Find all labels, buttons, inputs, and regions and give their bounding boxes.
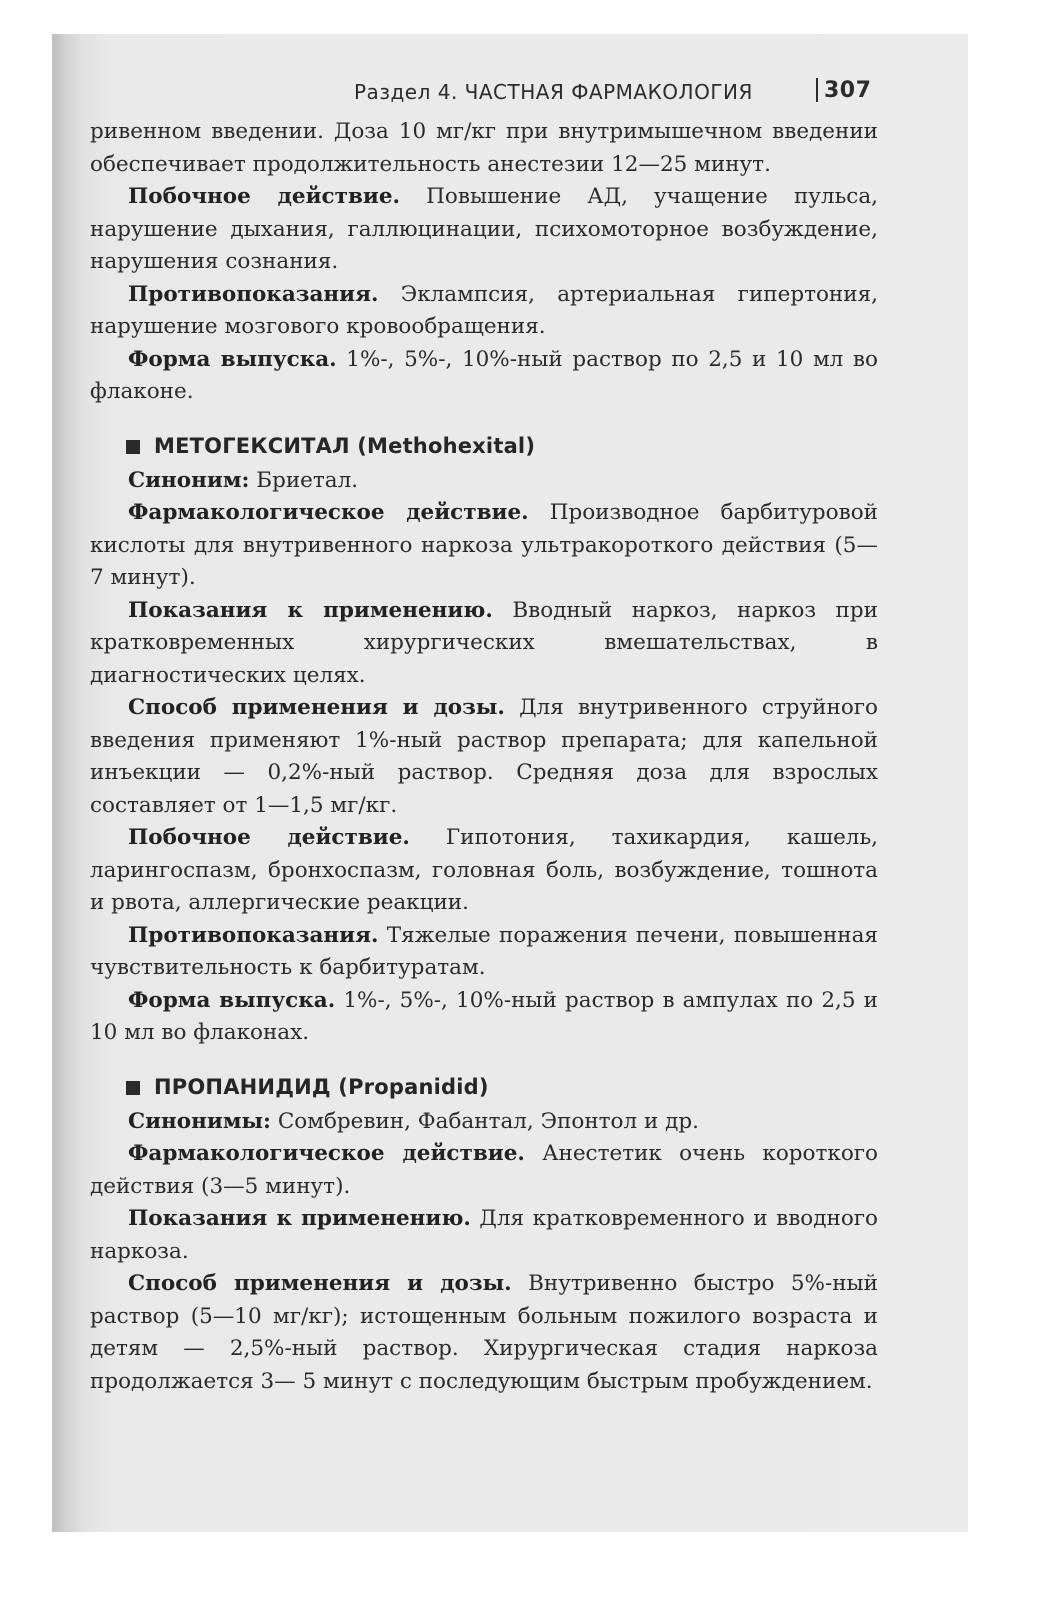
- drug-latin-name: (Methohexital): [357, 433, 536, 458]
- pharmacological-action-paragraph: [90, 1138, 878, 1203]
- header-divider: [816, 78, 818, 102]
- continued-paragraph: ривенном введении. Доза 10 мг/кг при внутримышечном введении обеспечивает продолжительность анестезии 12—25 минут.: [90, 119, 878, 177]
- pharmacological-action-paragraph: [90, 497, 878, 595]
- dosage-label: Способ применения и дозы.: [128, 1271, 512, 1296]
- side-effects-paragraph: [90, 181, 878, 279]
- drug-latin-name: (Propanidid): [338, 1074, 489, 1099]
- contraindications-label: Противопоказания.: [128, 281, 379, 307]
- release-form-paragraph: [90, 344, 878, 409]
- page-body: [90, 116, 878, 1398]
- page-number: 307: [824, 78, 872, 103]
- indications-label: Показания к применению.: [128, 597, 493, 623]
- synonym-label: Синоним:: [128, 467, 250, 493]
- synonym-paragraph: [90, 1106, 878, 1139]
- release-form-text: 1%-, 5%-, 10%-ный раствор в ампулах по 2,5 и 10 мл во флаконах.: [90, 987, 879, 1045]
- indications-text: Для кратковременного и вводного наркоза.: [90, 1206, 878, 1264]
- indications-label: Показания к применению.: [128, 1206, 471, 1231]
- square-bullet-icon: [126, 440, 140, 454]
- pharmacological-action-text: Производное барбитуровой кислоты для внутривенного наркоза ультракороткого действия (5—7 минут).: [90, 500, 878, 590]
- drug-name: ПРОПАНИДИД: [154, 1074, 331, 1099]
- contraindications-label: Противопоказания.: [128, 922, 379, 948]
- dosage-label: Способ применения и дозы.: [128, 695, 505, 720]
- indications-paragraph: [90, 595, 878, 693]
- dosage-text: Внутривенно быстро 5%-ный раствор (5—10 мг/кг); истощенным больным пожилого возраста и детям — 2,5%-ный раствор. Хирургическая стадия наркоза продолжается 3— 5 минут с последующим быстрым пробуждением.: [90, 1271, 878, 1394]
- side-effects-text: Гипотония, тахикардия, кашель, ларингоспазм, бронхоспазм, головная боль, возбуждение, тошнота и рвота, аллергические реакции.: [90, 825, 878, 915]
- release-form-label: Форма выпуска.: [128, 987, 336, 1013]
- side-effects-label: Побочное действие.: [128, 184, 401, 209]
- synonym-text: Бриетал.: [256, 467, 359, 493]
- dosage-text: Для внутривенного струйного введения применяют 1%-ный раствор препарата; для капельной инъекции — 0,2%-ный раствор. Средняя доза для взрослых составляет от 1—1,5 мг/кг.: [90, 695, 878, 818]
- side-effects-paragraph: [90, 822, 878, 920]
- pharmacological-action-text: Анестетик очень короткого действия (3—5 минут).: [90, 1141, 878, 1199]
- side-effects-text: Повышение АД, учащение пульса, нарушение дыхания, галлюцинации, психомоторное возбуждение, нарушения сознания.: [90, 184, 878, 274]
- book-page: [90, 72, 878, 1398]
- contraindications-text: Тяжелые поражения печени, повышенная чувствительность к барбитуратам.: [90, 922, 878, 980]
- indications-text: Вводный наркоз, наркоз при кратковременных хирургических вмешательствах, в диагностических целях.: [90, 597, 878, 688]
- running-header: [90, 72, 878, 116]
- dosage-paragraph: [90, 692, 878, 822]
- contraindications-paragraph: [90, 920, 878, 985]
- synonym-label: Синонимы:: [128, 1108, 271, 1134]
- side-effects-label: Побочное действие.: [128, 825, 410, 850]
- drug-name: МЕТОГЕКСИТАЛ: [154, 433, 350, 458]
- drug-heading-propanidid: [126, 1072, 878, 1102]
- section-title: Раздел 4. ЧАСТНАЯ ФАРМАКОЛОГИЯ: [354, 80, 753, 104]
- indications-paragraph: [90, 1203, 878, 1268]
- pharmacological-action-label: Фармакологическое действие.: [128, 1141, 525, 1166]
- square-bullet-icon: [126, 1081, 140, 1095]
- release-form-paragraph: [90, 985, 878, 1050]
- contraindications-paragraph: [90, 279, 878, 344]
- synonym-paragraph: [90, 465, 878, 498]
- dosage-paragraph: [90, 1268, 878, 1398]
- synonym-text: Сомбревин, Фабантал, Эпонтол и др.: [277, 1108, 699, 1134]
- release-form-text: 1%-, 5%-, 10%-ный раствор по 2,5 и 10 мл во флаконе.: [90, 346, 878, 404]
- pharmacological-action-label: Фармакологическое действие.: [128, 500, 529, 525]
- release-form-label: Форма выпуска.: [128, 346, 337, 372]
- contraindications-text: Эклампсия, артериальная гипертония, нарушение мозгового кровообращения.: [90, 281, 878, 339]
- drug-heading-methohexital: [126, 431, 878, 461]
